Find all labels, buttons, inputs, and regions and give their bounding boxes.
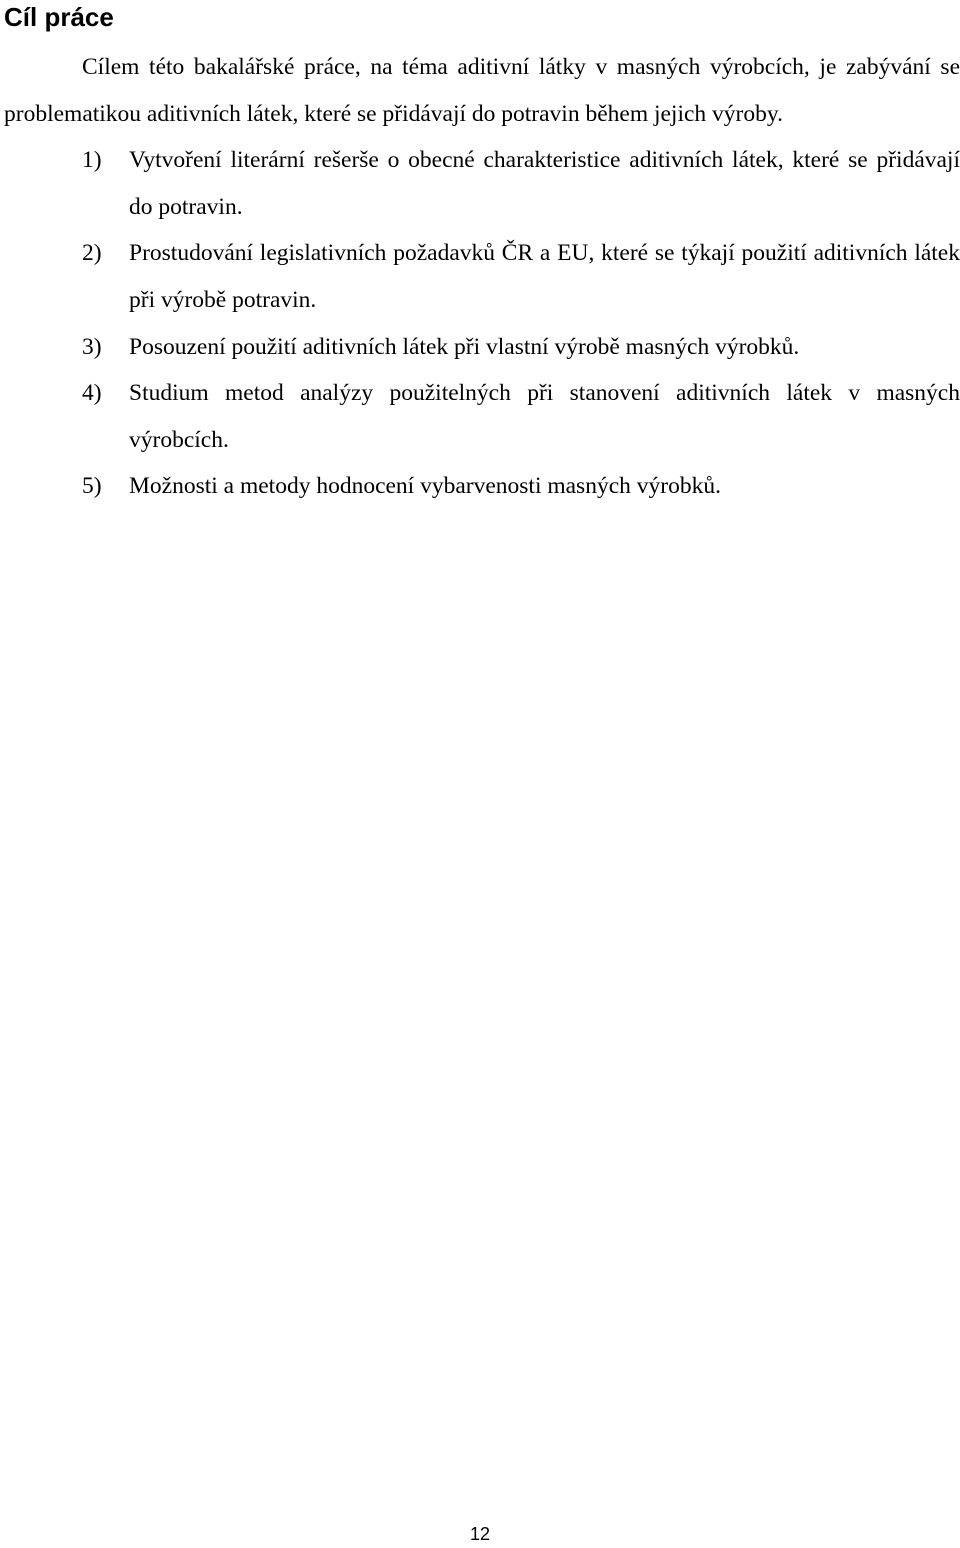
goal-number: 4) [82, 380, 102, 407]
goal-text: Posouzení použití aditivních látek při vlastní výrobě masných výrobků. [129, 333, 800, 360]
goal-item [4, 463, 960, 510]
goal-number: 2) [82, 240, 102, 267]
goals-list [4, 137, 960, 510]
goal-text: Vytvoření literární rešerše o obecné charakteristice aditivních látek, které se přidávají do potravin. [129, 147, 960, 220]
goal-number: 1) [82, 147, 102, 174]
goal-text: Možnosti a metody hodnocení vybarvenosti masných výrobků. [129, 473, 721, 500]
goal-item [4, 230, 960, 323]
goal-text: Studium metod analýzy použitelných při stanovení aditivních látek v masných výrobcích. [129, 380, 960, 453]
section-heading: Cíl práce [4, 2, 114, 32]
goal-text: Prostudování legislativních požadavků ČR a EU, které se týkají použití aditivních látek při výrobě potravin. [129, 240, 960, 313]
document-body [4, 44, 960, 510]
intro-paragraph: Cílem této bakalářské práce, na téma aditivní látky v masných výrobcích, je zabývání se problematikou aditivních látek, které se přidávají do potravin během jejich výroby. [4, 54, 960, 127]
goal-item [4, 370, 960, 463]
goal-number: 5) [82, 473, 102, 500]
goal-number: 3) [82, 333, 102, 360]
page-number: 12 [469, 1524, 491, 1544]
goal-item [4, 137, 960, 230]
goal-item [4, 324, 960, 371]
